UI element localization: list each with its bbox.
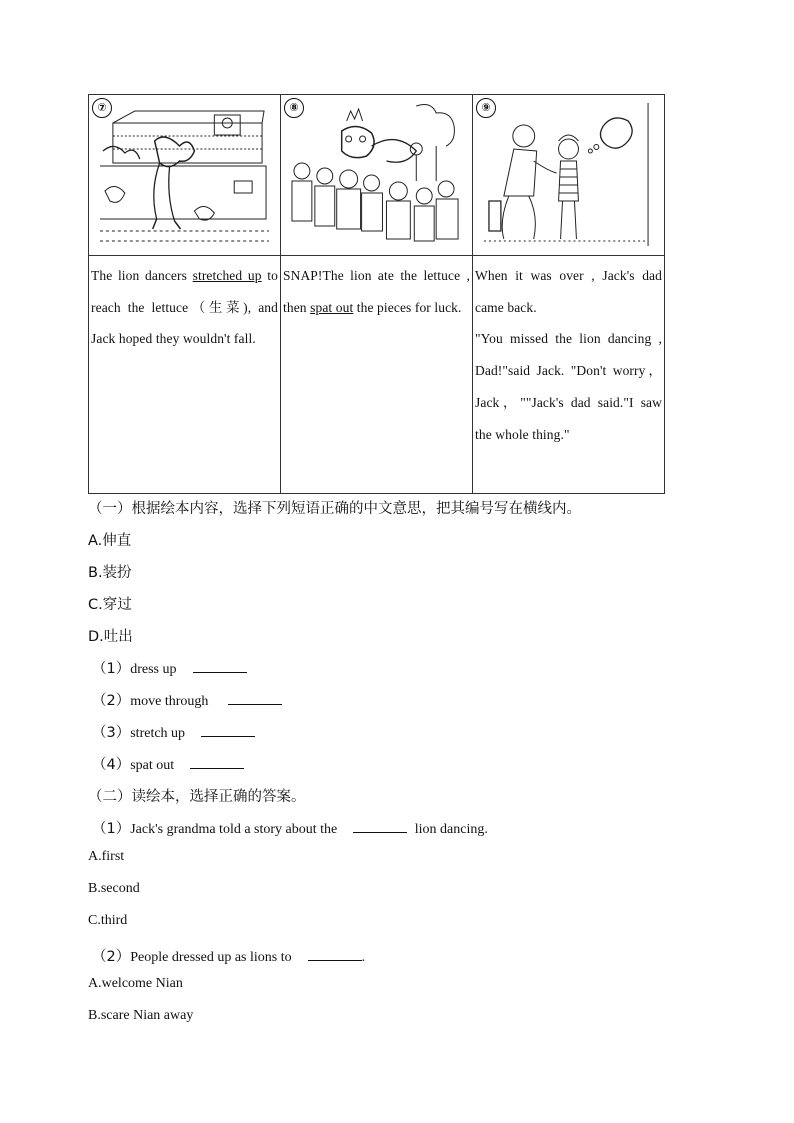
text-run: to reach the lettuce（生菜), and Jack hoped they wouldn't fall. (91, 268, 278, 347)
item-number: （4） (92, 757, 131, 773)
q2-option-b: B.scare Nian away (88, 1008, 194, 1023)
underlined-phrase: stretched up (192, 268, 262, 283)
section-2-title: （二）读绘本，选择正确的答案。 (88, 789, 306, 805)
answer-blank[interactable] (353, 818, 407, 833)
lion-dance-stretching-illustration (95, 101, 274, 249)
q1-option-b: B.second (88, 881, 140, 896)
text-run: When it was over , Jack's dad came back. (475, 268, 662, 315)
item-phrase: move through (130, 694, 209, 709)
picture-cell-9 (473, 95, 665, 256)
answer-blank[interactable] (193, 658, 247, 673)
text-run: SNAP!The lion ate the lettuce , then (283, 268, 470, 315)
item-number: （1） (92, 661, 131, 677)
answer-blank[interactable] (228, 690, 282, 705)
question-number: （2） (92, 949, 131, 965)
item-phrase: spat out (130, 758, 175, 773)
story-text (281, 256, 472, 323)
question-text: People dressed up as lions to (130, 950, 292, 965)
q2-option-a: A.welcome Nian (88, 976, 183, 991)
question-text: Jack's grandma told a story about the (130, 822, 338, 837)
question-1 (92, 817, 488, 838)
jack-and-dad-illustration (479, 101, 658, 249)
story-text-cell-9 (473, 256, 665, 494)
vocab-item-1 (92, 657, 247, 678)
question-text-end: lion dancing. (414, 822, 488, 837)
question-2 (92, 945, 365, 966)
question-number: （1） (92, 821, 131, 837)
item-number: （2） (92, 693, 131, 709)
item-phrase: dress up (130, 662, 177, 677)
section-1-title: （一）根据绘本内容，选择下列短语正确的中文意思，把其编号写在横线内。 (88, 501, 581, 517)
story-text-cell-8 (281, 256, 473, 494)
text-run: the pieces for luck. (353, 299, 462, 315)
answer-blank[interactable] (308, 946, 362, 961)
question-text-end: . (361, 950, 366, 965)
story-text (89, 256, 280, 355)
picture-cell-7 (89, 95, 281, 256)
story-text-cell-7 (89, 256, 281, 494)
item-phrase: stretch up (130, 726, 186, 741)
picture-cell-8 (281, 95, 473, 256)
option-c: C.穿过 (88, 597, 132, 613)
lion-eating-lettuce-illustration (287, 101, 466, 249)
option-a: A.伸直 (88, 533, 132, 549)
text-run: "You missed the lion dancing , Dad!"said Jack. "Don't worry，Jack，""Jack's dad said."I saw the whole thing." (475, 331, 662, 442)
q1-option-c: C.third (88, 913, 128, 928)
vocab-item-3 (92, 721, 255, 742)
panel-number-badge: ⑨ (476, 98, 496, 118)
answer-blank[interactable] (201, 722, 255, 737)
picture-story-table (88, 94, 665, 494)
panel-number-badge: ⑧ (284, 98, 304, 118)
text-run: The lion dancers (91, 268, 193, 283)
q1-option-a: A.first (88, 849, 125, 864)
underlined-phrase: spat out (310, 299, 354, 315)
option-b: B.装扮 (88, 565, 132, 581)
vocab-item-2 (92, 689, 282, 710)
answer-blank[interactable] (190, 754, 244, 769)
item-number: （3） (92, 725, 131, 741)
panel-number-badge: ⑦ (92, 98, 112, 118)
story-text (473, 256, 664, 450)
vocab-item-4 (92, 753, 244, 774)
option-d: D.吐出 (88, 629, 133, 645)
